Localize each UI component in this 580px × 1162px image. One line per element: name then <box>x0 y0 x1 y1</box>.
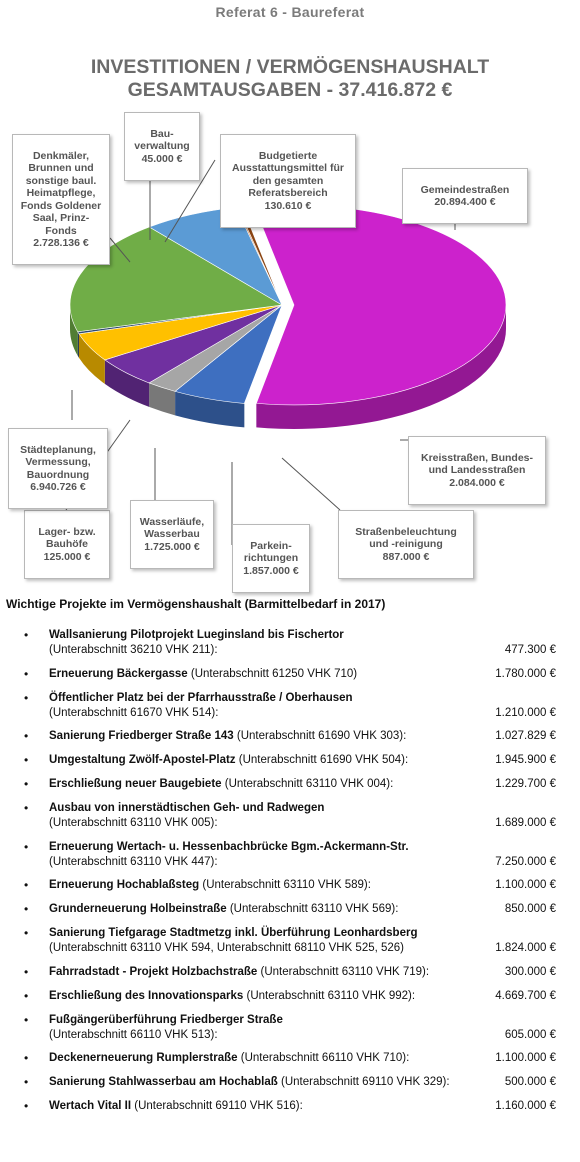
project-amount: 1.027.829 € <box>495 730 556 742</box>
department-header: Referat 6 - Baureferat <box>215 4 365 20</box>
project-detail: (Unterabschnitt 63110 VHK 589): <box>202 879 371 891</box>
project-name: Ausbau von innerstädtischen Geh- und Radwegen <box>49 802 325 814</box>
pie-slice-side-5 <box>78 332 79 358</box>
project-name: Fußgängerüberführung Friedberger Straße <box>49 1013 283 1026</box>
label-wasserlaeufe-value: 1.725.000 € <box>144 540 200 553</box>
label-kreisstrassen-value: 2.084.000 € <box>449 476 505 489</box>
label-strassenbeleuchtung-name: Straßenbeleuchtung und -reinigung <box>355 525 457 550</box>
project-detail: (Unterabschnitt 63110 VHK 569): <box>229 903 399 915</box>
project-detail: (Unterabschnitt 69110 VHK 329): <box>281 1076 450 1088</box>
label-gemeindestrassen-name: Gemeindestraßen <box>420 183 510 196</box>
project-amount: 1.229.700 € <box>495 778 556 790</box>
label-staedteplanung-value: 6.940.726 € <box>30 481 86 493</box>
label-lager-bauhoefe-name: Lager- bzw. Bauhöfe <box>38 525 96 550</box>
project-name: Wertach Vital II <box>49 1100 132 1112</box>
project-name: Wallsanierung Pilotprojekt Lueginsland bis Fischertor <box>49 629 344 641</box>
project-amount: 1.160.000 € <box>495 1100 556 1112</box>
bullet-icon: • <box>24 777 29 791</box>
project-detail: (Unterabschnitt 63110 VHK 447): <box>49 855 218 868</box>
project-name: Erneuerung Hochablaßsteg <box>49 879 200 891</box>
project-amount: 1.824.000 € <box>495 942 556 954</box>
project-detail: (Unterabschnitt 66110 VHK 710): <box>240 1052 410 1064</box>
project-detail: (Unterabschnitt 36210 VHK 211): <box>49 644 218 656</box>
project-amount: 4.669.700 € <box>495 989 556 1002</box>
project-amount: 500.000 € <box>504 1076 556 1088</box>
label-budgetierte-value: 130.610 € <box>264 199 312 212</box>
label-bauverwaltung <box>124 112 200 181</box>
chart-title-line2: GESAMTAUSGABEN - 37.416.872 € <box>127 79 453 101</box>
bullet-icon: • <box>24 964 29 979</box>
bullet-icon: • <box>24 628 29 642</box>
label-gemeindestrassen-value: 20.894.400 € <box>434 196 496 208</box>
bullet-icon: • <box>24 1012 29 1027</box>
project-name: Erschließung des Innovationsparks <box>49 989 244 1002</box>
project-name: Erneuerung Bäckergasse <box>49 667 188 680</box>
bullet-icon: • <box>24 753 29 767</box>
bullet-icon: • <box>24 729 29 743</box>
label-denkmaeler <box>12 134 110 265</box>
label-parkeinrichtungen-value: 1.857.000 € <box>243 564 299 577</box>
label-gemeindestrassen <box>402 168 528 224</box>
label-strassenbeleuchtung-value: 887.000 € <box>382 550 430 563</box>
label-bauverwaltung-name: Bau- verwaltung <box>134 127 190 152</box>
project-amount: 477.300 € <box>504 644 556 656</box>
project-amount: 1.945.900 € <box>495 754 556 766</box>
project-amount: 1.210.000 € <box>495 706 556 719</box>
bullet-icon: • <box>24 839 29 854</box>
label-staedteplanung-name: Städteplanung, Vermessung, Bauordnung <box>20 443 96 481</box>
label-strassenbeleuchtung <box>338 510 474 579</box>
project-amount: 1.100.000 € <box>495 1052 556 1064</box>
project-name: Erschließung neuer Baugebiete <box>49 778 222 790</box>
bullet-icon: • <box>24 878 29 892</box>
bullet-icon: • <box>24 926 29 940</box>
bullet-icon: • <box>24 666 29 681</box>
bullet-icon: • <box>24 690 29 705</box>
bullet-icon: • <box>24 801 29 815</box>
label-denkmaeler-name: Denkmäler, Brunnen und sonstige baul. Heimatpflege, Fonds Goldener Saal, Prinz- Fonds <box>20 149 102 237</box>
label-lager-bauhoefe-value: 125.000 € <box>43 550 91 563</box>
project-detail: (Unterabschnitt 63110 VHK 005): <box>49 817 218 829</box>
bullet-icon: • <box>24 902 29 916</box>
project-amount: 1.689.000 € <box>495 817 556 829</box>
label-wasserlaeufe-name: Wasserläufe, Wasserbau <box>139 515 205 540</box>
project-name: Sanierung Tiefgarage Stadtmetzg inkl. Überführung Leonhardsberg <box>49 927 418 939</box>
projects-heading: Wichtige Projekte im Vermögenshaushalt (Barmittelbedarf in 2017) <box>6 597 386 611</box>
label-budgetierte <box>220 134 356 228</box>
project-name: Öffentlicher Platz bei der Pfarrhausstraße / Oberhausen <box>49 691 353 704</box>
leader-line-2 <box>282 458 340 510</box>
label-staedteplanung <box>8 428 108 509</box>
project-amount: 850.000 € <box>504 903 556 915</box>
project-name: Umgestaltung Zwölf-Apostel-Platz <box>49 754 236 766</box>
label-wasserlaeufe <box>130 500 214 569</box>
project-name: Sanierung Friedberger Straße 143 <box>49 730 234 742</box>
project-detail: (Unterabschnitt 63110 VHK 004): <box>224 778 394 790</box>
project-detail: (Unterabschnitt 66110 VHK 513): <box>49 1028 218 1041</box>
project-detail: (Unterabschnitt 61690 VHK 303): <box>236 730 407 742</box>
bullet-icon: • <box>24 988 29 1003</box>
label-budgetierte-name: Budgetierte Ausstattungsmittel für den gesamten Referatsbereich <box>231 149 344 199</box>
bullet-icon: • <box>24 1099 29 1113</box>
label-bauverwaltung-value: 45.000 € <box>141 152 183 165</box>
project-name: Fahrradstadt - Projekt Holzbachstraße <box>49 965 258 978</box>
bullet-icon: • <box>24 1051 29 1065</box>
project-detail: (Unterabschnitt 61250 VHK 710) <box>190 667 358 680</box>
project-detail: (Unterabschnitt 63110 VHK 992): <box>246 989 416 1002</box>
project-name: Erneuerung Wertach- u. Hessenbachbrücke Bgm.-Ackermann-Str. <box>49 840 409 853</box>
project-detail: (Unterabschnitt 69110 VHK 516): <box>134 1100 303 1112</box>
project-name: Deckenerneuerung Rumplerstraße <box>49 1052 238 1064</box>
project-amount: 7.250.000 € <box>495 855 556 868</box>
project-detail: (Unterabschnitt 61690 VHK 504): <box>238 754 409 766</box>
chart-title-line1: INVESTITIONEN / VERMÖGENSHAUSHALT <box>90 56 490 78</box>
project-detail: (Unterabschnitt 61670 VHK 514): <box>49 706 219 719</box>
project-amount: 1.780.000 € <box>495 667 556 680</box>
project-detail: (Unterabschnitt 63110 VHK 719): <box>260 965 430 978</box>
label-kreisstrassen-name: Kreisstraßen, Bundes- und Landesstraßen <box>420 451 534 476</box>
project-name: Grunderneuerung Holbeinstraße <box>49 903 227 915</box>
label-kreisstrassen <box>408 436 546 505</box>
project-amount: 300.000 € <box>504 965 556 978</box>
label-denkmaeler-value: 2.728.136 € <box>33 237 89 249</box>
label-lager-bauhoefe <box>24 510 110 579</box>
project-amount: 1.100.000 € <box>495 879 556 891</box>
bullet-icon: • <box>24 1075 29 1089</box>
project-detail: (Unterabschnitt 63110 VHK 594, Unterabschnitt 68110 VHK 525, 526) <box>49 942 405 954</box>
label-parkeinrichtungen <box>232 524 310 593</box>
label-parkeinrichtungen-name: Parkein- richtungen <box>243 539 299 564</box>
project-name: Sanierung Stahlwasserbau am Hochablaß <box>49 1076 278 1088</box>
project-amount: 605.000 € <box>504 1028 556 1041</box>
